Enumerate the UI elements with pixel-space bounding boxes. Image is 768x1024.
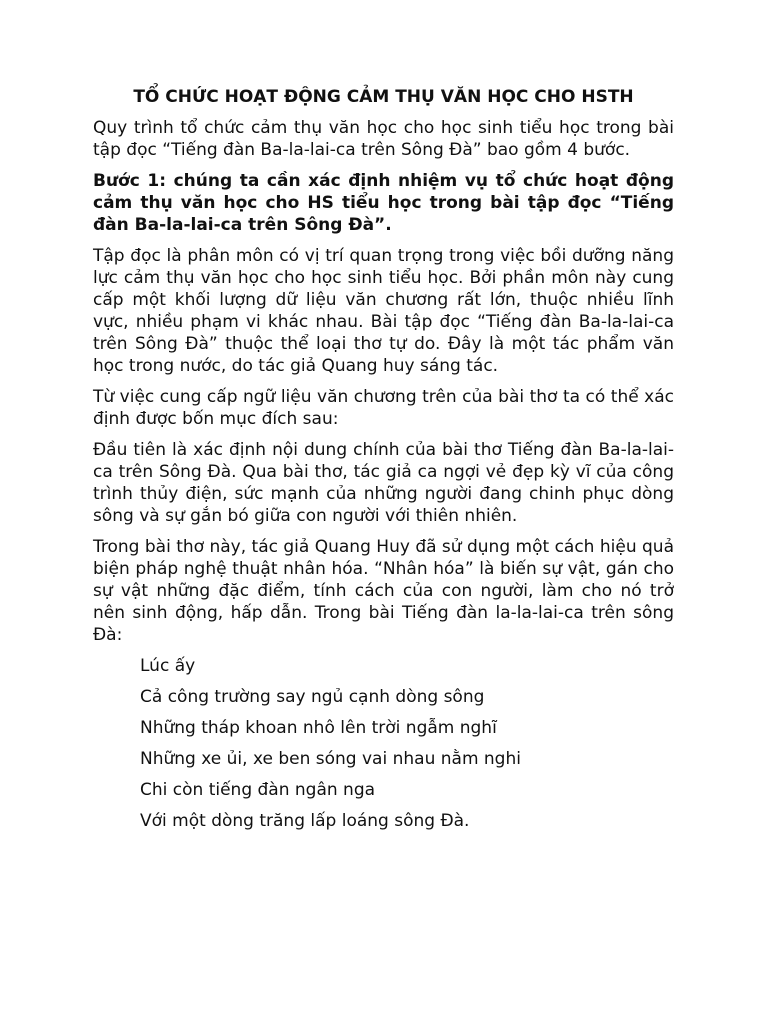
poem-line: Những tháp khoan nhô lên trời ngẫm nghĩ	[140, 718, 497, 738]
poem-line: Với một dòng trăng lấp loáng sông Đà.	[140, 811, 470, 831]
poem-line: Chi còn tiếng đàn ngân nga	[140, 780, 376, 800]
body-paragraph-2: Từ việc cung cấp ngữ liệu văn chương trên của bài thơ ta có thể xác định được bốn mục đích sau:	[93, 387, 674, 429]
poem-line: Lúc ấy	[140, 656, 196, 676]
body-paragraph-3: Đầu tiên là xác định nội dung chính của bài thơ Tiếng đàn Ba-la-lai-ca trên Sông Đà. Qua bài thơ, tác giả ca ngợi vẻ đẹp kỳ vĩ của công trình thủy điện, sức mạnh của những người đang chinh phục dòng sông và sự gắn bó giữa con người với thiên nhiên.	[93, 440, 674, 526]
body-paragraph-1: Tập đọc là phân môn có vị trí quan trọng trong việc bồi dưỡng năng lực cảm thụ văn học cho học sinh tiểu học. Bởi phần môn này cung cấp một khối lượng dữ liệu văn chương rất lớn, thuộc nhiều lĩnh vực, nhiều phạm vi khác nhau. Bài tập đọc “Tiếng đàn Ba-la-lai-ca trên Sông Đà” thuộc thể loại thơ tự do. Đây là một tác phẩm văn học trong nước, do tác giả Quang huy sáng tác.	[93, 246, 674, 376]
document-page	[93, 86, 674, 832]
poem-line: Những xe ủi, xe ben sóng vai nhau nằm nghi	[140, 749, 521, 769]
intro-paragraph: Quy trình tổ chức cảm thụ văn học cho học sinh tiểu học trong bài tập đọc “Tiếng đàn Ba-la-lai-ca trên Sông Đà” bao gồm 4 bước.	[93, 118, 674, 160]
step-1-heading: Bước 1: chúng ta cần xác định nhiệm vụ tổ chức hoạt động cảm thụ văn học cho HS tiểu học trong bài tập đọc “Tiếng đàn Ba-la-lai-ca trên Sông Đà”.	[93, 171, 674, 235]
poem-block	[93, 655, 674, 832]
body-paragraph-4: Trong bài thơ này, tác giả Quang Huy đã sử dụng một cách hiệu quả biện pháp nghệ thuật nhân hóa. “Nhân hóa” là biến sự vật, gán cho sự vật những đặc điểm, tính cách của con người, làm cho nó trở nên sinh động, hấp dẫn. Trong bài Tiếng đàn la-la-lai-ca trên sông Đà:	[93, 537, 674, 645]
poem-line: Cả công trường say ngủ cạnh dòng sông	[140, 687, 485, 707]
document-title: TỔ CHỨC HOẠT ĐỘNG CẢM THỤ VĂN HỌC CHO HSTH	[133, 87, 634, 107]
